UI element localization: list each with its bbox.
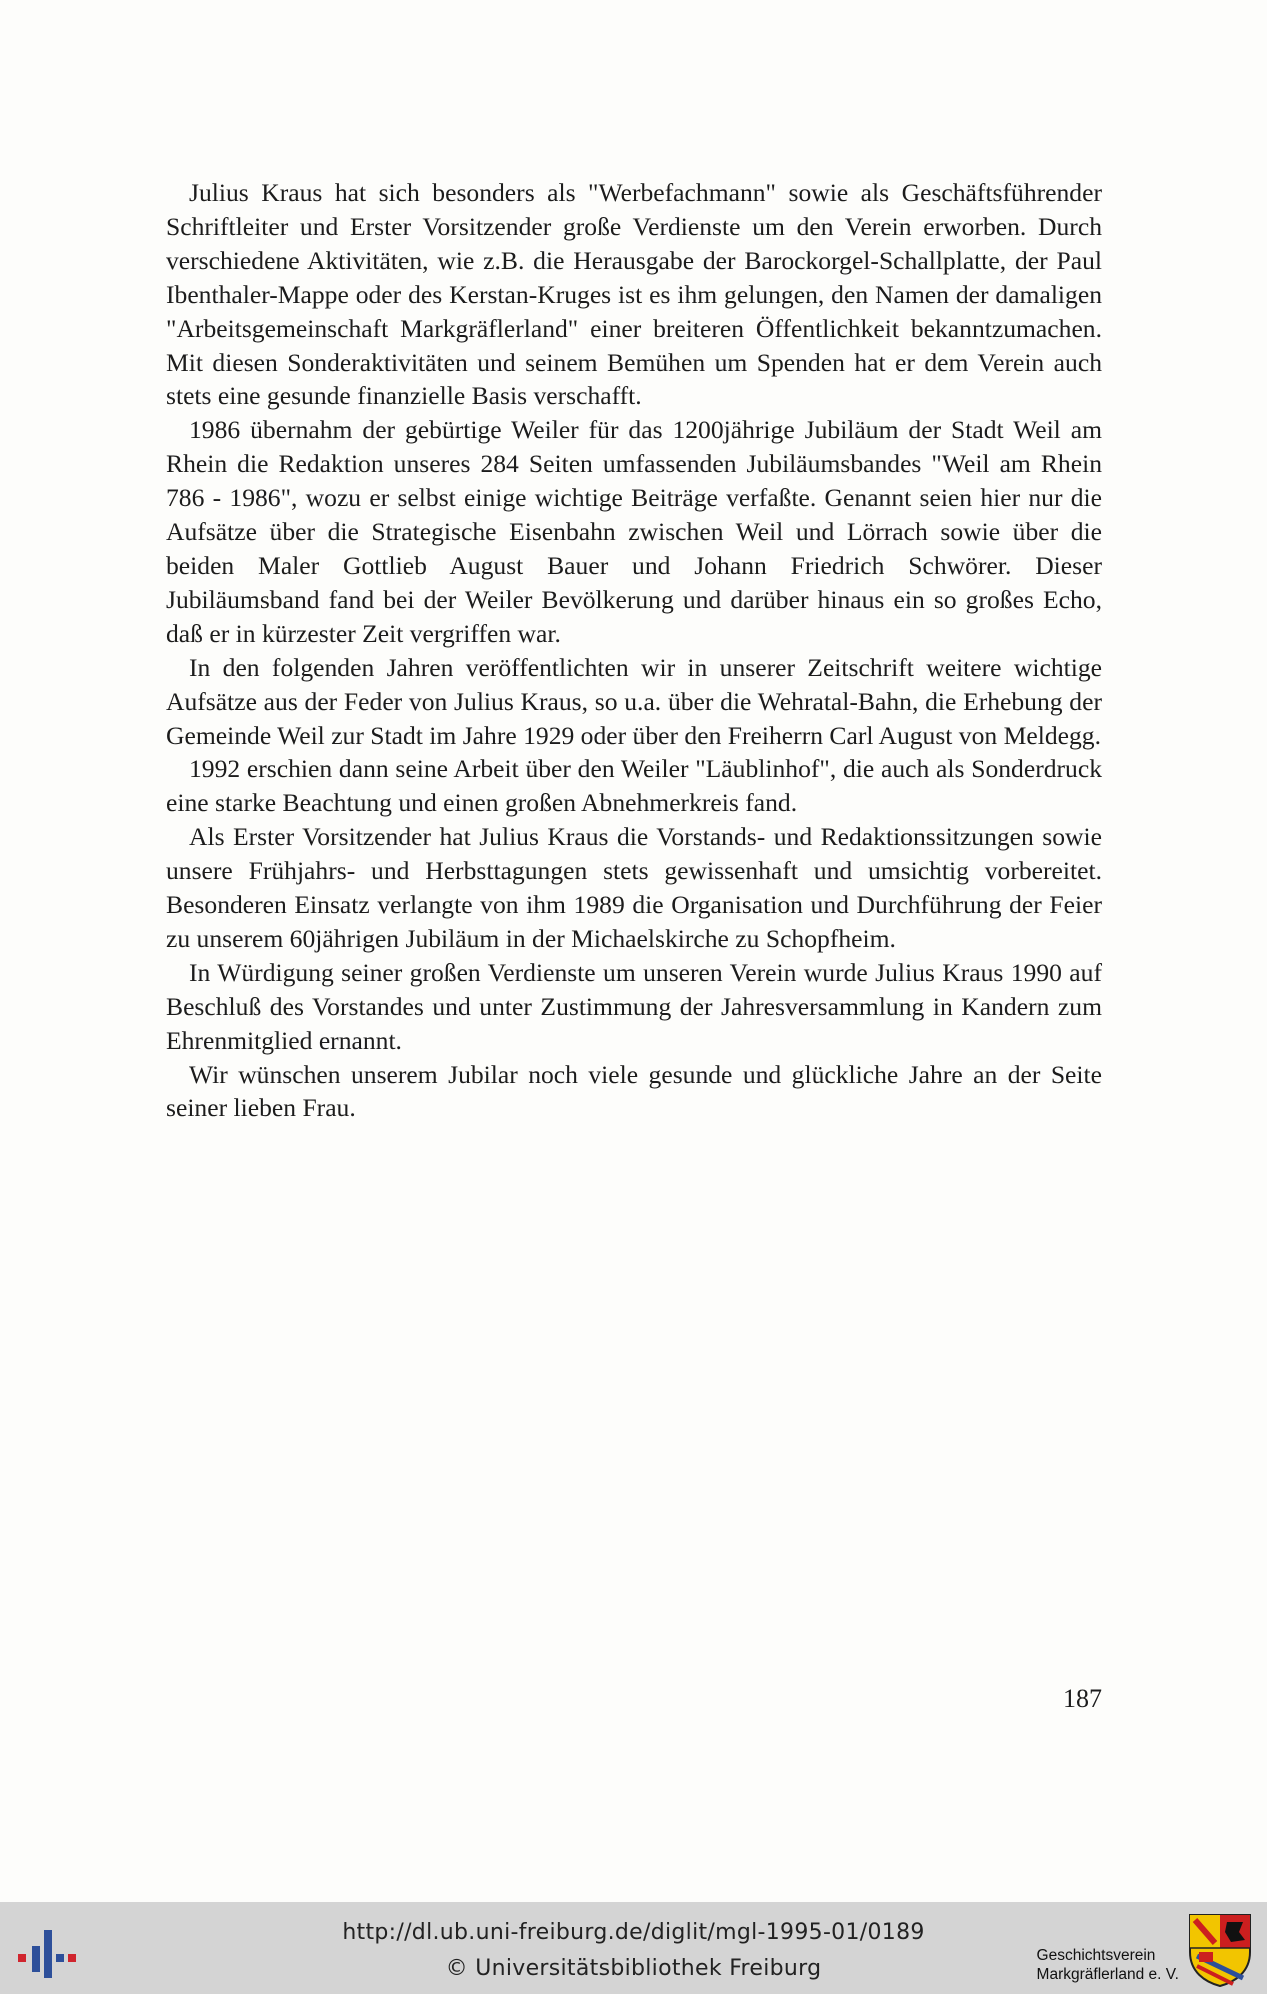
body-text <box>166 176 1102 1125</box>
copyright-text: © Universitätsbibliothek Freiburg <box>445 1956 822 1981</box>
paragraph-3: In den folgenden Jahren veröffentlichten wir in unserer Zeitschrift weitere wichtige Aufsätze aus der Feder von Julius Kraus, so u.a. über die Wehratal-Bahn, die Erhebung der Gemeinde Weil zur Stadt im Jahre 1929 oder über den Freiherrn Carl August von Meldegg. <box>166 652 1102 750</box>
permalink-url[interactable]: http://dl.ub.uni-freiburg.de/diglit/mgl-1995-01/0189 <box>342 1920 925 1945</box>
coat-of-arms-icon[interactable] <box>1187 1912 1253 1988</box>
footer-bar <box>0 1902 1267 1994</box>
paragraph-4: 1992 erschien dann seine Arbeit über den Weiler "Läublinhof", die auch als Sonderdruck eine starke Beachtung und einen großen Abnehmerkreis fand. <box>166 754 1102 818</box>
page-number: 187 <box>1063 1684 1102 1713</box>
society-name-line-1: Geschichtsverein <box>1036 1947 1156 1964</box>
society-name <box>1037 1946 1179 1984</box>
paragraph-5: Als Erster Vorsitzender hat Julius Kraus die Vorstands- und Redaktionssitzungen sowie unsere Frühjahrs- und Herbsttagungen stets gewissenhaft und umsichtig vorbereitet. Besonderen Einsatz verlangte von ihm 1989 die Organisation und Durchführung der Feier zu unserem 60jährigen Jubiläum in der Michaelskirche zu Schopfheim. <box>166 822 1102 953</box>
paragraph-6: In Würdigung seiner großen Verdienste um unseren Verein wurde Julius Kraus 1990 auf Beschluß des Vorstandes und unter Zustimmung der Jahresversammlung in Kandern zum Ehrenmitglied ernannt. <box>166 957 1102 1055</box>
paragraph-1: Julius Kraus hat sich besonders als "Werbefachmann" sowie als Geschäftsführender Schriftleiter und Erster Vorsitzender große Verdienste um den Verein erworben. Durch verschiedene Aktivitäten, wie z.B. die Herausgabe der Barockorgel-Schallplatte, der Paul Ibenthaler-Mappe oder des Kerstan-Kruges ist es ihm gelungen, den Namen der damaligen "Arbeitsgemeinschaft Markgräflerland" einer breiteren Öffentlichkeit bekanntzumachen. Mit diesen Sonderaktivitäten und seinem Bemühen um Spenden hat er dem Verein auch stets eine gesunde finanzielle Basis verschafft. <box>166 178 1102 411</box>
society-name-line-2: Markgräflerland e. V. <box>1036 1966 1179 1983</box>
paragraph-7: Wir wünschen unserem Jubilar noch viele gesunde und glückliche Jahre an der Seite seiner lieben Frau. <box>166 1059 1102 1123</box>
paragraph-2: 1986 übernahm der gebürtige Weiler für das 1200jährige Jubiläum der Stadt Weil am Rhein die Redaktion unseres 284 Seiten umfassenden Jubiläumsbandes "Weil am Rhein 786 - 1986", wozu er selbst einige wichtige Beiträge verfaßte. Genannt seien hier nur die Aufsätze über die Strategische Eisenbahn zwischen Weil und Lörrach sowie über die beiden Maler Gottlieb August Bauer und Johann Friedrich Schwörer. Dieser Jubiläumsband fand bei der Weiler Bevölkerung und darüber hinaus ein so großes Echo, daß er in kürzester Zeit vergriffen war. <box>166 415 1102 648</box>
